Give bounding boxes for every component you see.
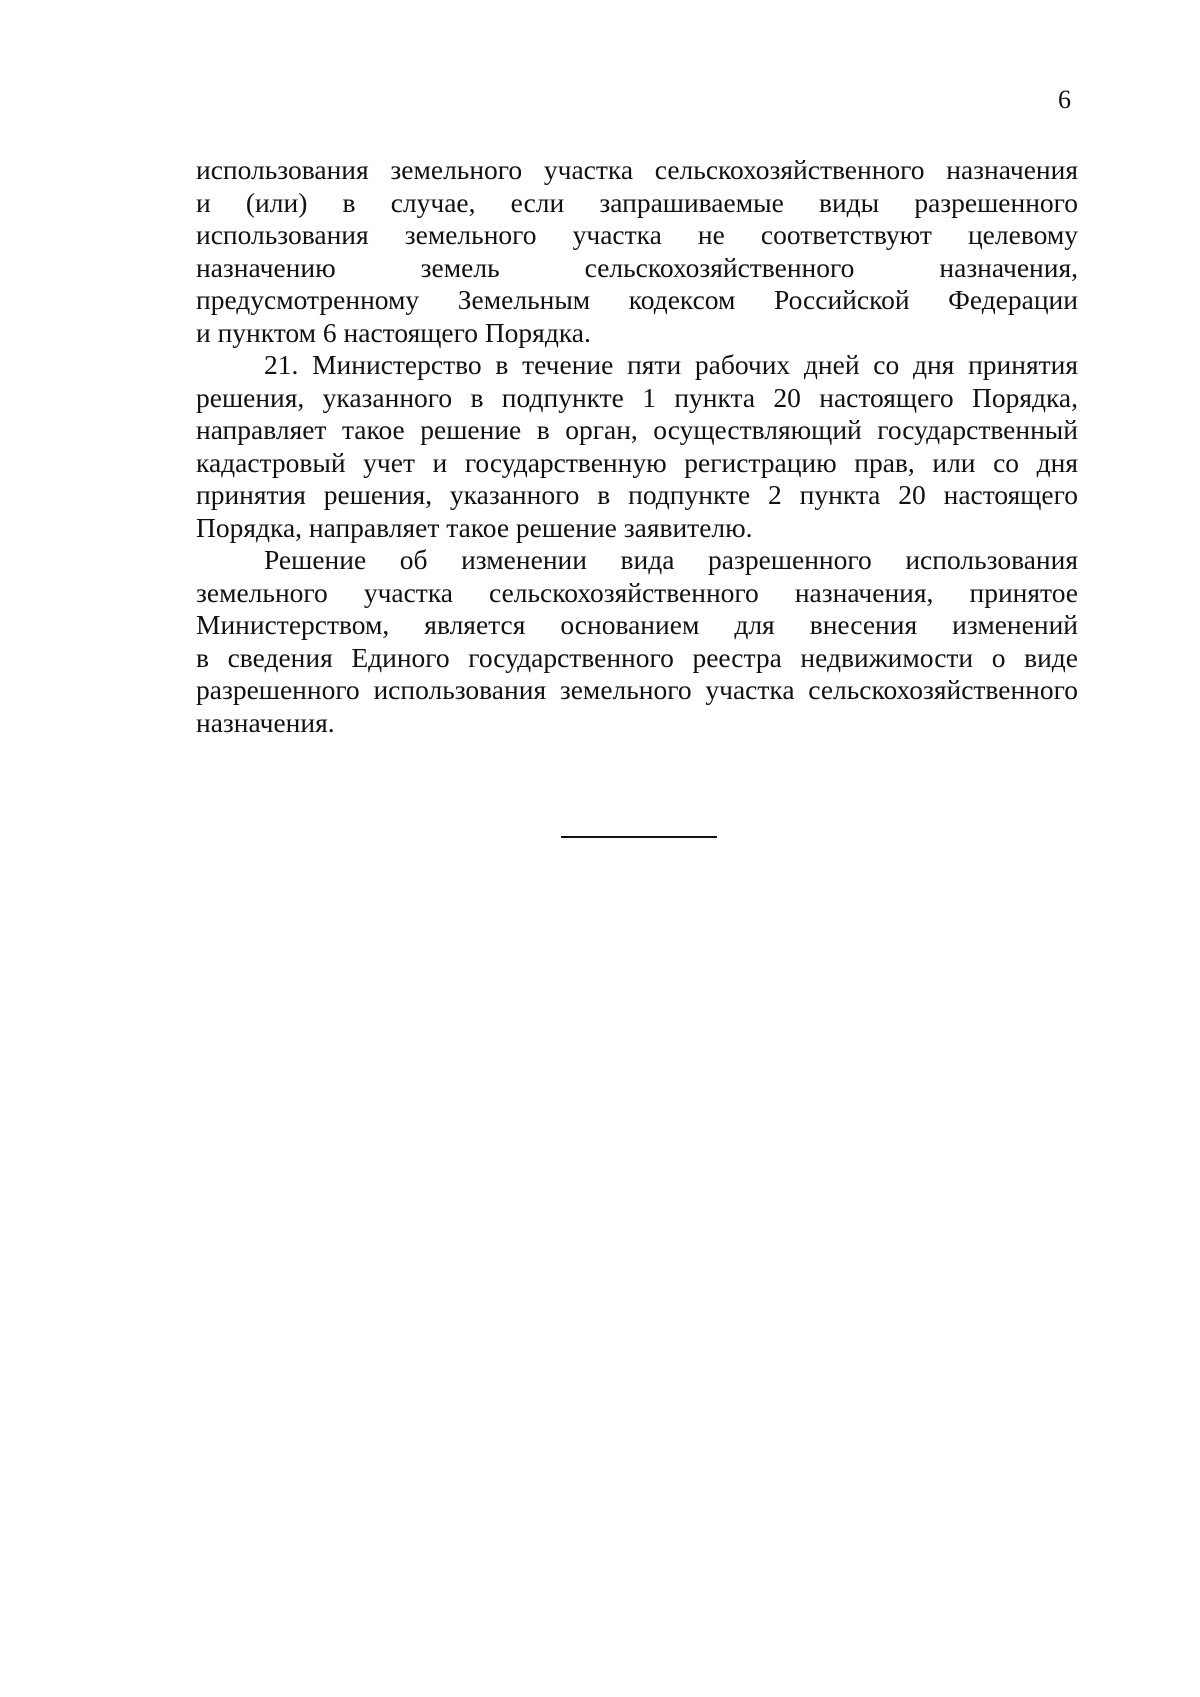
paragraph-continuation [196, 154, 1078, 349]
end-separator-line [561, 836, 717, 838]
paragraph-item-21 [196, 349, 1078, 544]
text-line: в сведения Единого государственного реестра недвижимости о виде [196, 641, 1078, 673]
text-line: Решение об изменении вида разрешенного использования [264, 544, 1078, 575]
text-line: предусмотренному Земельным кодексом Российской Федерации [196, 284, 1078, 315]
text-line: и (или) в случае, если запрашиваемые виды разрешенного [196, 186, 1078, 218]
text-line: использования земельного участка сельскохозяйственного назначения [196, 154, 1078, 185]
text-line: назначению земель сельскохозяйственного назначения, [196, 251, 1078, 283]
text-line: кадастровый учет и государственную регистрацию прав, или со дня [196, 446, 1078, 478]
text-line: и пунктом 6 настоящего Порядка. [196, 316, 591, 348]
text-line: использования земельного участка не соответствуют целевому [196, 219, 1078, 250]
text-line: разрешенного использования земельного участка сельскохозяйственного [196, 674, 1078, 705]
text-line: Министерством, является основанием для внесения изменений [196, 609, 1078, 640]
text-line: принятия решения, указанного в подпункте 2 пункта 20 настоящего [196, 479, 1078, 510]
document-body [196, 154, 1078, 739]
text-line: Порядка, направляет такое решение заявителю. [196, 511, 753, 543]
text-line: назначения. [196, 706, 335, 738]
page-number: 6 [1058, 85, 1071, 114]
paragraph-decision [196, 544, 1078, 739]
text-line: 21. Министерство в течение пяти рабочих дней со дня принятия [264, 349, 1078, 380]
text-line: земельного участка сельскохозяйственного назначения, принятое [196, 576, 1078, 608]
text-line: направляет такое решение в орган, осуществляющий государственный [196, 414, 1078, 445]
text-line: решения, указанного в подпункте 1 пункта 20 настоящего Порядка, [196, 381, 1078, 413]
